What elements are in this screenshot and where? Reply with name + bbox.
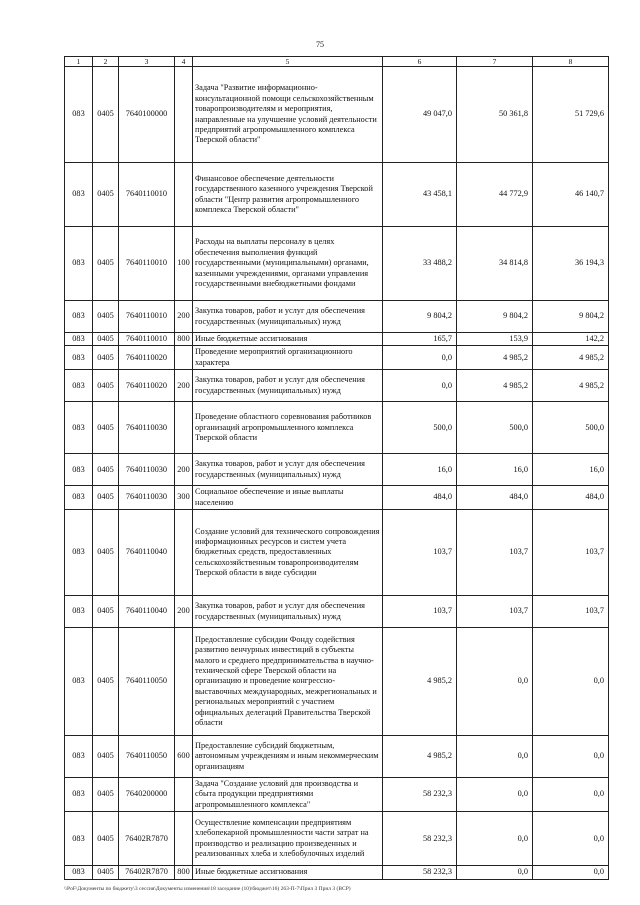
table-row	[65, 866, 609, 879]
section-code-cell: 0405	[93, 227, 119, 301]
section-code-cell: 0405	[93, 778, 119, 812]
ministry-code-cell: 083	[65, 454, 93, 486]
target-article-cell: 7640110010	[119, 301, 175, 333]
table-row	[65, 596, 609, 628]
amount-year3-cell: 0,0	[533, 778, 609, 812]
amount-year1-cell: 4 985,2	[383, 736, 457, 778]
amount-year2-cell: 9 804,2	[457, 301, 533, 333]
amount-year1-cell: 103,7	[383, 510, 457, 596]
amount-year3-cell: 0,0	[533, 628, 609, 736]
amount-year2-cell: 103,7	[457, 596, 533, 628]
description-cell: Предоставление субсидий бюджетным, автономным учреждениям и иным некоммерческим организациям	[193, 736, 383, 778]
table-row	[65, 301, 609, 333]
amount-year3-cell: 500,0	[533, 402, 609, 454]
amount-year2-cell: 34 814,8	[457, 227, 533, 301]
table-row	[65, 333, 609, 346]
table-row	[65, 812, 609, 866]
ministry-code-cell: 083	[65, 163, 93, 227]
expense-type-cell: 200	[175, 370, 193, 402]
target-article-cell: 7640110040	[119, 596, 175, 628]
expense-type-cell: 100	[175, 227, 193, 301]
amount-year3-cell: 46 140,7	[533, 163, 609, 227]
target-article-cell: 7640110010	[119, 333, 175, 346]
description-cell: Закупка товаров, работ и услуг для обеспечения государственных (муниципальных) нужд	[193, 454, 383, 486]
target-article-cell: 76402R7870	[119, 866, 175, 879]
amount-year2-cell: 500,0	[457, 402, 533, 454]
ministry-code-cell: 083	[65, 596, 93, 628]
amount-year1-cell: 500,0	[383, 402, 457, 454]
ministry-code-cell: 083	[65, 812, 93, 866]
amount-year1-cell: 165,7	[383, 333, 457, 346]
col-header-1: 1	[65, 57, 93, 67]
target-article-cell: 7640110010	[119, 163, 175, 227]
section-code-cell: 0405	[93, 866, 119, 879]
ministry-code-cell: 083	[65, 227, 93, 301]
amount-year1-cell: 58 232,3	[383, 866, 457, 879]
table-row	[65, 454, 609, 486]
target-article-cell: 7640110050	[119, 628, 175, 736]
table-row	[65, 486, 609, 510]
description-cell: Иные бюджетные ассигнования	[193, 866, 383, 879]
amount-year1-cell: 4 985,2	[383, 628, 457, 736]
amount-year2-cell: 4 985,2	[457, 370, 533, 402]
section-code-cell: 0405	[93, 510, 119, 596]
amount-year1-cell: 58 232,3	[383, 778, 457, 812]
amount-year1-cell: 0,0	[383, 370, 457, 402]
amount-year2-cell: 153,9	[457, 333, 533, 346]
expense-type-cell: 200	[175, 596, 193, 628]
table-row	[65, 402, 609, 454]
amount-year3-cell: 4 985,2	[533, 346, 609, 370]
amount-year3-cell: 484,0	[533, 486, 609, 510]
ministry-code-cell: 083	[65, 402, 93, 454]
amount-year3-cell: 0,0	[533, 736, 609, 778]
expense-type-cell	[175, 812, 193, 866]
amount-year2-cell: 0,0	[457, 628, 533, 736]
amount-year1-cell: 33 488,2	[383, 227, 457, 301]
section-code-cell: 0405	[93, 402, 119, 454]
amount-year2-cell: 0,0	[457, 778, 533, 812]
amount-year2-cell: 0,0	[457, 736, 533, 778]
section-code-cell: 0405	[93, 628, 119, 736]
target-article-cell: 7640110050	[119, 736, 175, 778]
amount-year2-cell: 0,0	[457, 866, 533, 879]
description-cell: Предоставление субсидии Фонду содействия развитию венчурных инвестиций в субъекты малого и среднего предпринимательства в научно-технической сфере Тверской области на организацию и проведение конгрессно-выставочных международных, межрегиональных и региональных мероприятий с участием официальных делегаций Правительства Тверской области	[193, 628, 383, 736]
ministry-code-cell: 083	[65, 67, 93, 163]
description-cell: Задача "Развитие информационно-консультационной помощи сельскохозяйственным товаропроизводителям и мероприятия, направленные на улучшение условий деятельности предприятий агропромышленного комплекса Тверской области"	[193, 67, 383, 163]
description-cell: Финансовое обеспечение деятельности государственного казенного учреждения Тверской области "Центр развития агропромышленного комплекса Тверской области"	[193, 163, 383, 227]
table-row	[65, 778, 609, 812]
ministry-code-cell: 083	[65, 346, 93, 370]
section-code-cell: 0405	[93, 346, 119, 370]
table-row	[65, 370, 609, 402]
amount-year3-cell: 4 985,2	[533, 370, 609, 402]
ministry-code-cell: 083	[65, 301, 93, 333]
section-code-cell: 0405	[93, 67, 119, 163]
amount-year3-cell: 142,2	[533, 333, 609, 346]
description-cell: Осуществление компенсации предприятиям хлебопекарной промышленности части затрат на производство и реализацию произведенных и реализованных хлеба и хлебобулочных изделий	[193, 812, 383, 866]
col-header-6: 6	[383, 57, 457, 67]
description-cell: Закупка товаров, работ и услуг для обеспечения государственных (муниципальных) нужд	[193, 301, 383, 333]
expense-type-cell: 200	[175, 454, 193, 486]
amount-year3-cell: 103,7	[533, 596, 609, 628]
amount-year3-cell: 0,0	[533, 866, 609, 879]
header-row	[65, 57, 609, 67]
amount-year2-cell: 44 772,9	[457, 163, 533, 227]
table-row	[65, 163, 609, 227]
section-code-cell: 0405	[93, 812, 119, 866]
description-cell: Иные бюджетные ассигнования	[193, 333, 383, 346]
amount-year1-cell: 58 232,3	[383, 812, 457, 866]
amount-year1-cell: 9 804,2	[383, 301, 457, 333]
expense-type-cell: 800	[175, 333, 193, 346]
amount-year3-cell: 36 194,3	[533, 227, 609, 301]
amount-year3-cell: 51 729,6	[533, 67, 609, 163]
expense-type-cell	[175, 346, 193, 370]
section-code-cell: 0405	[93, 596, 119, 628]
amount-year1-cell: 16,0	[383, 454, 457, 486]
table-row	[65, 736, 609, 778]
section-code-cell: 0405	[93, 333, 119, 346]
target-article-cell: 7640110030	[119, 486, 175, 510]
amount-year3-cell: 0,0	[533, 812, 609, 866]
description-cell: Создание условий для технического сопровождения информационных ресурсов и систем учета бюджетных средств, предоставленных сельскохозяйственным товаропроизводителям Тверской области в виде субсидии	[193, 510, 383, 596]
target-article-cell: 7640110020	[119, 346, 175, 370]
expense-type-cell	[175, 67, 193, 163]
amount-year1-cell: 0,0	[383, 346, 457, 370]
amount-year2-cell: 50 361,8	[457, 67, 533, 163]
target-article-cell: 7640110030	[119, 454, 175, 486]
col-header-2: 2	[93, 57, 119, 67]
amount-year2-cell: 0,0	[457, 812, 533, 866]
ministry-code-cell: 083	[65, 510, 93, 596]
description-cell: Расходы на выплаты персоналу в целях обеспечения выполнения функций государственными (муниципальными) органами, казенными учреждениями, органами управления государственными внебюджетными фондами	[193, 227, 383, 301]
target-article-cell: 7640110020	[119, 370, 175, 402]
ministry-code-cell: 083	[65, 486, 93, 510]
section-code-cell: 0405	[93, 486, 119, 510]
amount-year1-cell: 103,7	[383, 596, 457, 628]
col-header-7: 7	[457, 57, 533, 67]
amount-year1-cell: 43 458,1	[383, 163, 457, 227]
amount-year1-cell: 49 047,0	[383, 67, 457, 163]
target-article-cell: 7640110010	[119, 227, 175, 301]
table-row	[65, 628, 609, 736]
amount-year1-cell: 484,0	[383, 486, 457, 510]
col-header-3: 3	[119, 57, 175, 67]
ministry-code-cell: 083	[65, 370, 93, 402]
section-code-cell: 0405	[93, 454, 119, 486]
table-row	[65, 227, 609, 301]
expense-type-cell: 600	[175, 736, 193, 778]
description-cell: Закупка товаров, работ и услуг для обеспечения государственных (муниципальных) нужд	[193, 370, 383, 402]
section-code-cell: 0405	[93, 370, 119, 402]
table-row	[65, 67, 609, 163]
amount-year3-cell: 103,7	[533, 510, 609, 596]
section-code-cell: 0405	[93, 301, 119, 333]
target-article-cell: 7640110040	[119, 510, 175, 596]
ministry-code-cell: 083	[65, 628, 93, 736]
description-cell: Проведение мероприятий организационного характера	[193, 346, 383, 370]
expense-type-cell: 800	[175, 866, 193, 879]
col-header-5: 5	[193, 57, 383, 67]
ministry-code-cell: 083	[65, 866, 93, 879]
ministry-code-cell: 083	[65, 333, 93, 346]
table-row	[65, 346, 609, 370]
expense-type-cell	[175, 402, 193, 454]
expense-type-cell	[175, 163, 193, 227]
amount-year2-cell: 4 985,2	[457, 346, 533, 370]
description-cell: Закупка товаров, работ и услуг для обеспечения государственных (муниципальных) нужд	[193, 596, 383, 628]
expense-type-cell	[175, 510, 193, 596]
col-header-8: 8	[533, 57, 609, 67]
expense-type-cell: 300	[175, 486, 193, 510]
target-article-cell: 7640100000	[119, 67, 175, 163]
page-number: 75	[316, 40, 324, 49]
section-code-cell: 0405	[93, 163, 119, 227]
amount-year3-cell: 16,0	[533, 454, 609, 486]
description-cell: Социальное обеспечение и иные выплаты населению	[193, 486, 383, 510]
description-cell: Задача "Создание условий для производства и сбыта продукции предприятиями агропромышленного комплекса"	[193, 778, 383, 812]
amount-year2-cell: 16,0	[457, 454, 533, 486]
target-article-cell: 7640200000	[119, 778, 175, 812]
amount-year2-cell: 484,0	[457, 486, 533, 510]
expense-type-cell	[175, 778, 193, 812]
description-cell: Проведение областного соревнования работников организаций агропромышленного комплекса Тверской области	[193, 402, 383, 454]
expense-type-cell	[175, 628, 193, 736]
budget-table	[64, 56, 609, 880]
amount-year3-cell: 9 804,2	[533, 301, 609, 333]
table-row	[65, 510, 609, 596]
target-article-cell: 7640110030	[119, 402, 175, 454]
expense-type-cell: 200	[175, 301, 193, 333]
section-code-cell: 0405	[93, 736, 119, 778]
target-article-cell: 76402R7870	[119, 812, 175, 866]
ministry-code-cell: 083	[65, 736, 93, 778]
col-header-4: 4	[175, 57, 193, 67]
amount-year2-cell: 103,7	[457, 510, 533, 596]
ministry-code-cell: 083	[65, 778, 93, 812]
file-path-footer: \\PoF\Документы по бюджету\3 сессия\Документы изменения\18 заседание (10)\бюджет\16) 263-П-7\Прил 3 Прил 3 (ВСР)	[64, 886, 351, 892]
